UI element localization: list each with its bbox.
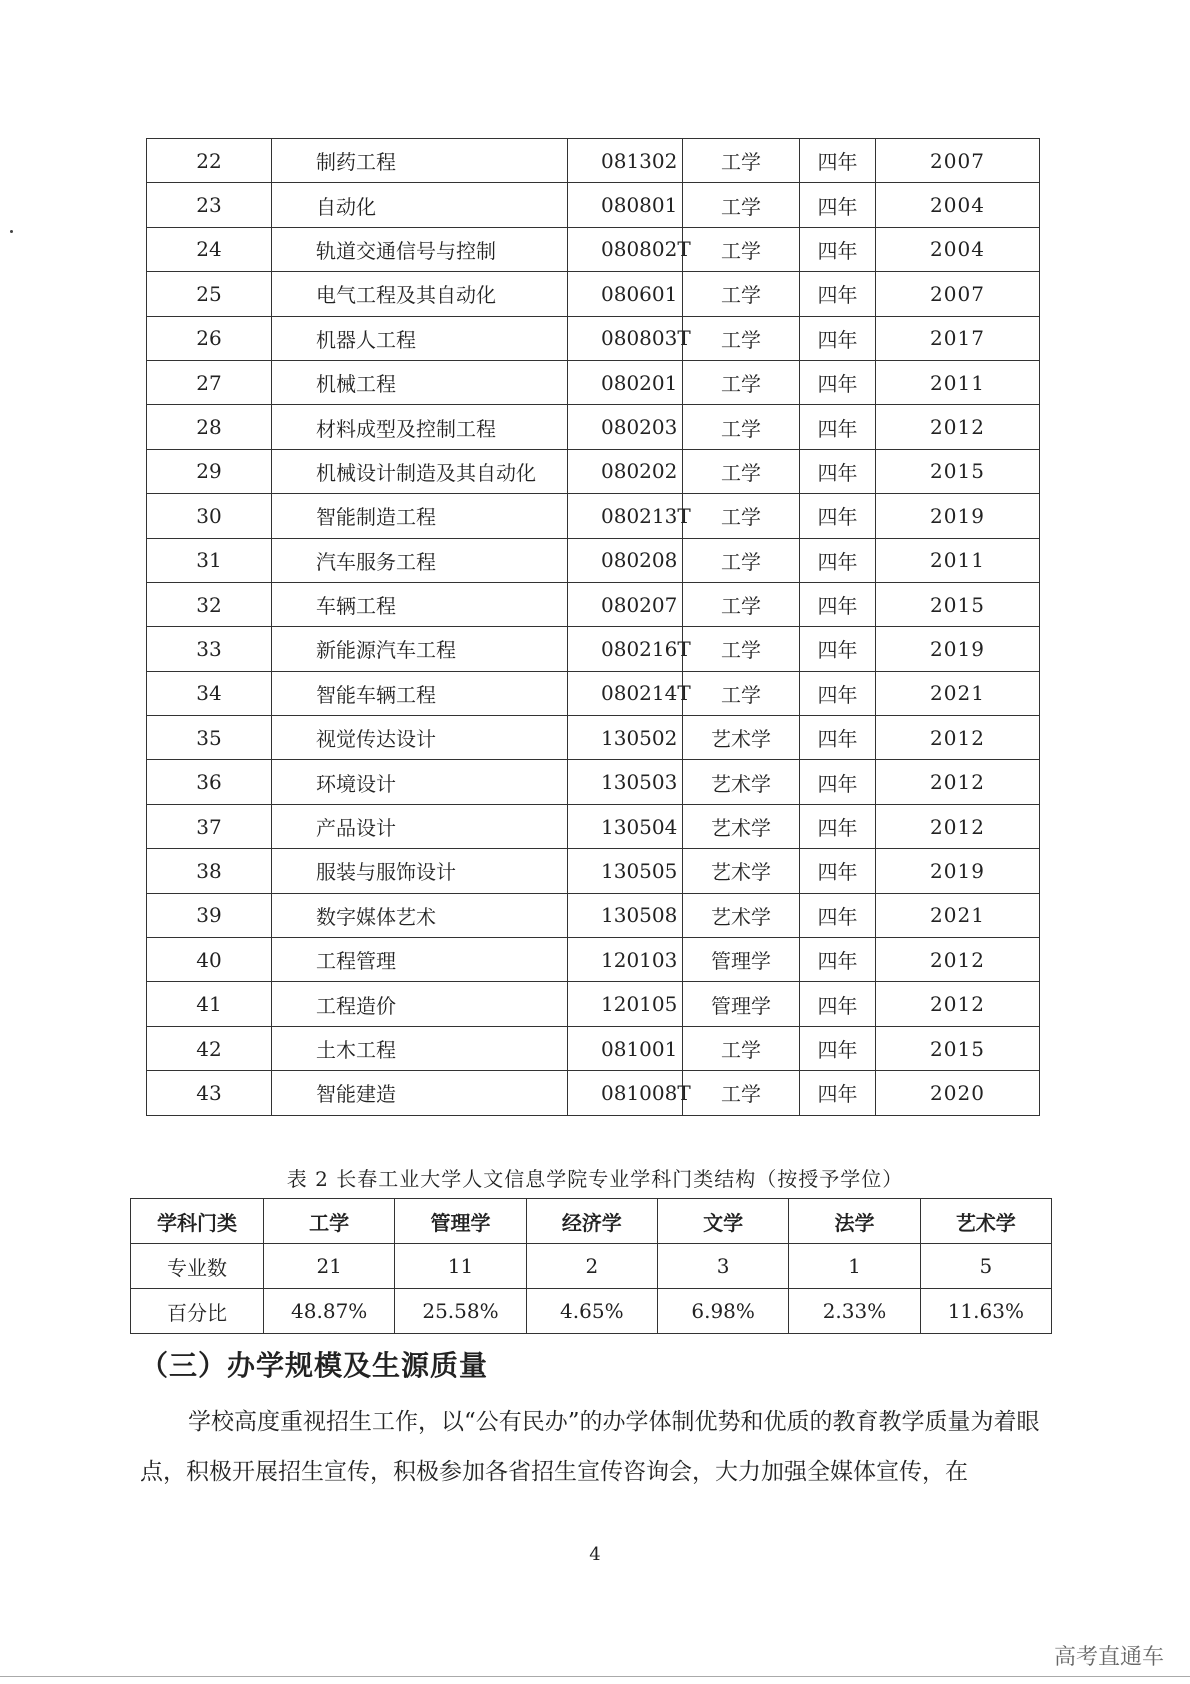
major-number-cell: 31 [147,538,272,582]
major-category-cell: 艺术学 [683,849,800,893]
major-number-cell: 39 [147,893,272,937]
major-number-cell: 25 [147,272,272,316]
major-number-cell: 35 [147,716,272,760]
major-name-cell: 智能车辆工程 [272,671,568,715]
major-code-cell: 081008T [568,1071,683,1115]
major-category-cell: 艺术学 [683,804,800,848]
major-category-cell: 工学 [683,316,800,360]
table-row [147,716,1040,760]
major-year-cell: 2011 [876,360,1040,404]
table-row [147,1026,1040,1070]
table2-percent-cell: 6.98% [657,1289,788,1334]
major-number-cell: 22 [147,139,272,183]
major-category-cell: 管理学 [683,982,800,1026]
major-name-cell: 服装与服饰设计 [272,849,568,893]
major-duration-cell: 四年 [800,893,876,937]
major-duration-cell: 四年 [800,139,876,183]
table-row [147,804,1040,848]
major-name-cell: 土木工程 [272,1026,568,1070]
table2-category-cell: 文学 [657,1199,788,1244]
major-number-cell: 24 [147,227,272,271]
major-name-cell: 机械设计制造及其自动化 [272,449,568,493]
major-duration-cell: 四年 [800,360,876,404]
major-category-cell: 工学 [683,627,800,671]
major-duration-cell: 四年 [800,449,876,493]
table2-category-cell: 经济学 [526,1199,657,1244]
table-row [147,938,1040,982]
major-number-cell: 42 [147,1026,272,1070]
major-year-cell: 2021 [876,671,1040,715]
major-code-cell: 080601 [568,272,683,316]
major-name-cell: 智能建造 [272,1071,568,1115]
major-name-cell: 材料成型及控制工程 [272,405,568,449]
page-number: 4 [589,1544,601,1565]
major-duration-cell: 四年 [800,982,876,1026]
table-row [147,227,1040,271]
major-category-cell: 工学 [683,183,800,227]
major-name-cell: 制药工程 [272,139,568,183]
major-duration-cell: 四年 [800,582,876,626]
major-category-cell: 工学 [683,1026,800,1070]
major-duration-cell: 四年 [800,627,876,671]
section-heading: （三）办学规模及生源质量 [140,1349,489,1382]
major-category-cell: 工学 [683,360,800,404]
table2-header-row [131,1199,1052,1244]
table-row [147,760,1040,804]
major-code-cell: 080214T [568,671,683,715]
major-year-cell: 2007 [876,272,1040,316]
major-name-cell: 产品设计 [272,804,568,848]
major-code-cell: 080213T [568,494,683,538]
major-name-cell: 车辆工程 [272,582,568,626]
table2-category-cell: 法学 [789,1199,920,1244]
major-code-cell: 081302 [568,139,683,183]
major-number-cell: 23 [147,183,272,227]
table-row [147,538,1040,582]
major-code-cell: 080208 [568,538,683,582]
major-year-cell: 2019 [876,849,1040,893]
major-code-cell: 130504 [568,804,683,848]
major-year-cell: 2020 [876,1071,1040,1115]
major-number-cell: 40 [147,938,272,982]
table2-count-cell: 3 [657,1244,788,1289]
major-code-cell: 130502 [568,716,683,760]
table-row [147,671,1040,715]
major-year-cell: 2004 [876,183,1040,227]
major-year-cell: 2012 [876,982,1040,1026]
major-category-cell: 工学 [683,538,800,582]
table2-count-label: 专业数 [131,1244,264,1289]
discipline-structure-table [130,1198,1052,1334]
table2-percent-cell: 48.87% [264,1289,395,1334]
table-row [147,316,1040,360]
major-name-cell: 工程造价 [272,982,568,1026]
major-code-cell: 130503 [568,760,683,804]
major-number-cell: 43 [147,1071,272,1115]
major-duration-cell: 四年 [800,316,876,360]
major-year-cell: 2012 [876,405,1040,449]
major-name-cell: 数字媒体艺术 [272,893,568,937]
majors-table-body [147,139,1040,1116]
major-code-cell: 130508 [568,893,683,937]
table-row [147,360,1040,404]
major-category-cell: 艺术学 [683,760,800,804]
table2-category-cell: 艺术学 [920,1199,1051,1244]
major-number-cell: 32 [147,582,272,626]
major-year-cell: 2011 [876,538,1040,582]
major-category-cell: 工学 [683,139,800,183]
major-year-cell: 2015 [876,449,1040,493]
table2-percent-cell: 11.63% [920,1289,1051,1334]
major-number-cell: 38 [147,849,272,893]
table-row [147,627,1040,671]
major-number-cell: 33 [147,627,272,671]
major-year-cell: 2019 [876,627,1040,671]
major-name-cell: 环境设计 [272,760,568,804]
table2-category-cell: 工学 [264,1199,395,1244]
table2-percent-cell: 2.33% [789,1289,920,1334]
table2-percent-cell: 4.65% [526,1289,657,1334]
major-duration-cell: 四年 [800,272,876,316]
major-duration-cell: 四年 [800,183,876,227]
major-category-cell: 管理学 [683,938,800,982]
major-name-cell: 机械工程 [272,360,568,404]
table-row [147,982,1040,1026]
major-code-cell: 120103 [568,938,683,982]
table2-category-cell: 管理学 [395,1199,526,1244]
watermark-divider [0,1676,1190,1677]
major-code-cell: 130505 [568,849,683,893]
table-row [147,449,1040,493]
major-duration-cell: 四年 [800,494,876,538]
major-year-cell: 2019 [876,494,1040,538]
table-row [147,139,1040,183]
table2-header-label: 学科门类 [131,1199,264,1244]
major-year-cell: 2017 [876,316,1040,360]
major-year-cell: 2015 [876,582,1040,626]
table-row [147,405,1040,449]
major-number-cell: 27 [147,360,272,404]
major-category-cell: 工学 [683,405,800,449]
table2-percent-cell: 25.58% [395,1289,526,1334]
major-name-cell: 机器人工程 [272,316,568,360]
major-name-cell: 轨道交通信号与控制 [272,227,568,271]
major-number-cell: 28 [147,405,272,449]
table-row [147,272,1040,316]
major-code-cell: 081001 [568,1026,683,1070]
table2-count-cell: 5 [920,1244,1051,1289]
major-category-cell: 工学 [683,1071,800,1115]
major-duration-cell: 四年 [800,1026,876,1070]
body-paragraph: 学校高度重视招生工作，以“公有民办”的办学体制优势和优质的教育教学质量为着眼点，积极开展招生宣传，积极参加各省招生宣传咨询会，大力加强全媒体宣传，在 [140,1409,1040,1485]
major-code-cell: 080203 [568,405,683,449]
major-code-cell: 080202 [568,449,683,493]
major-year-cell: 2007 [876,139,1040,183]
major-code-cell: 080801 [568,183,683,227]
major-duration-cell: 四年 [800,849,876,893]
major-category-cell: 工学 [683,582,800,626]
major-year-cell: 2021 [876,893,1040,937]
table2-count-cell: 21 [264,1244,395,1289]
major-name-cell: 工程管理 [272,938,568,982]
major-year-cell: 2012 [876,716,1040,760]
major-category-cell: 艺术学 [683,893,800,937]
major-duration-cell: 四年 [800,227,876,271]
major-category-cell: 工学 [683,671,800,715]
major-name-cell: 视觉传达设计 [272,716,568,760]
major-name-cell: 新能源汽车工程 [272,627,568,671]
table-row [147,1071,1040,1115]
major-duration-cell: 四年 [800,760,876,804]
table-row [147,849,1040,893]
major-year-cell: 2004 [876,227,1040,271]
table2-caption: 表 2 长春工业大学人文信息学院专业学科门类结构（按授予学位） [286,1167,904,1191]
major-code-cell: 080216T [568,627,683,671]
table-row [147,494,1040,538]
table2-count-cell: 2 [526,1244,657,1289]
table2-count-cell: 1 [789,1244,920,1289]
major-code-cell: 120105 [568,982,683,1026]
table2-count-cell: 11 [395,1244,526,1289]
watermark-text: 高考直通车 [1053,1645,1164,1670]
table2-count-row [131,1244,1052,1289]
major-number-cell: 30 [147,494,272,538]
major-category-cell: 工学 [683,227,800,271]
majors-table [146,138,1040,1116]
table2-percent-row [131,1289,1052,1334]
major-code-cell: 080802T [568,227,683,271]
major-name-cell: 自动化 [272,183,568,227]
major-duration-cell: 四年 [800,716,876,760]
table-row [147,582,1040,626]
major-year-cell: 2012 [876,804,1040,848]
major-duration-cell: 四年 [800,1071,876,1115]
major-name-cell: 智能制造工程 [272,494,568,538]
major-duration-cell: 四年 [800,804,876,848]
major-number-cell: 34 [147,671,272,715]
major-number-cell: 26 [147,316,272,360]
major-year-cell: 2012 [876,938,1040,982]
table-row [147,183,1040,227]
major-category-cell: 工学 [683,272,800,316]
major-code-cell: 080201 [568,360,683,404]
major-number-cell: 36 [147,760,272,804]
major-category-cell: 工学 [683,449,800,493]
major-duration-cell: 四年 [800,405,876,449]
major-number-cell: 29 [147,449,272,493]
major-year-cell: 2012 [876,760,1040,804]
major-year-cell: 2015 [876,1026,1040,1070]
major-code-cell: 080207 [568,582,683,626]
major-category-cell: 艺术学 [683,716,800,760]
major-category-cell: 工学 [683,494,800,538]
major-duration-cell: 四年 [800,938,876,982]
scan-speck [10,230,13,233]
table2-percent-label: 百分比 [131,1289,264,1334]
table-row [147,893,1040,937]
major-duration-cell: 四年 [800,538,876,582]
major-name-cell: 电气工程及其自动化 [272,272,568,316]
major-code-cell: 080803T [568,316,683,360]
major-name-cell: 汽车服务工程 [272,538,568,582]
major-number-cell: 37 [147,804,272,848]
major-duration-cell: 四年 [800,671,876,715]
major-number-cell: 41 [147,982,272,1026]
